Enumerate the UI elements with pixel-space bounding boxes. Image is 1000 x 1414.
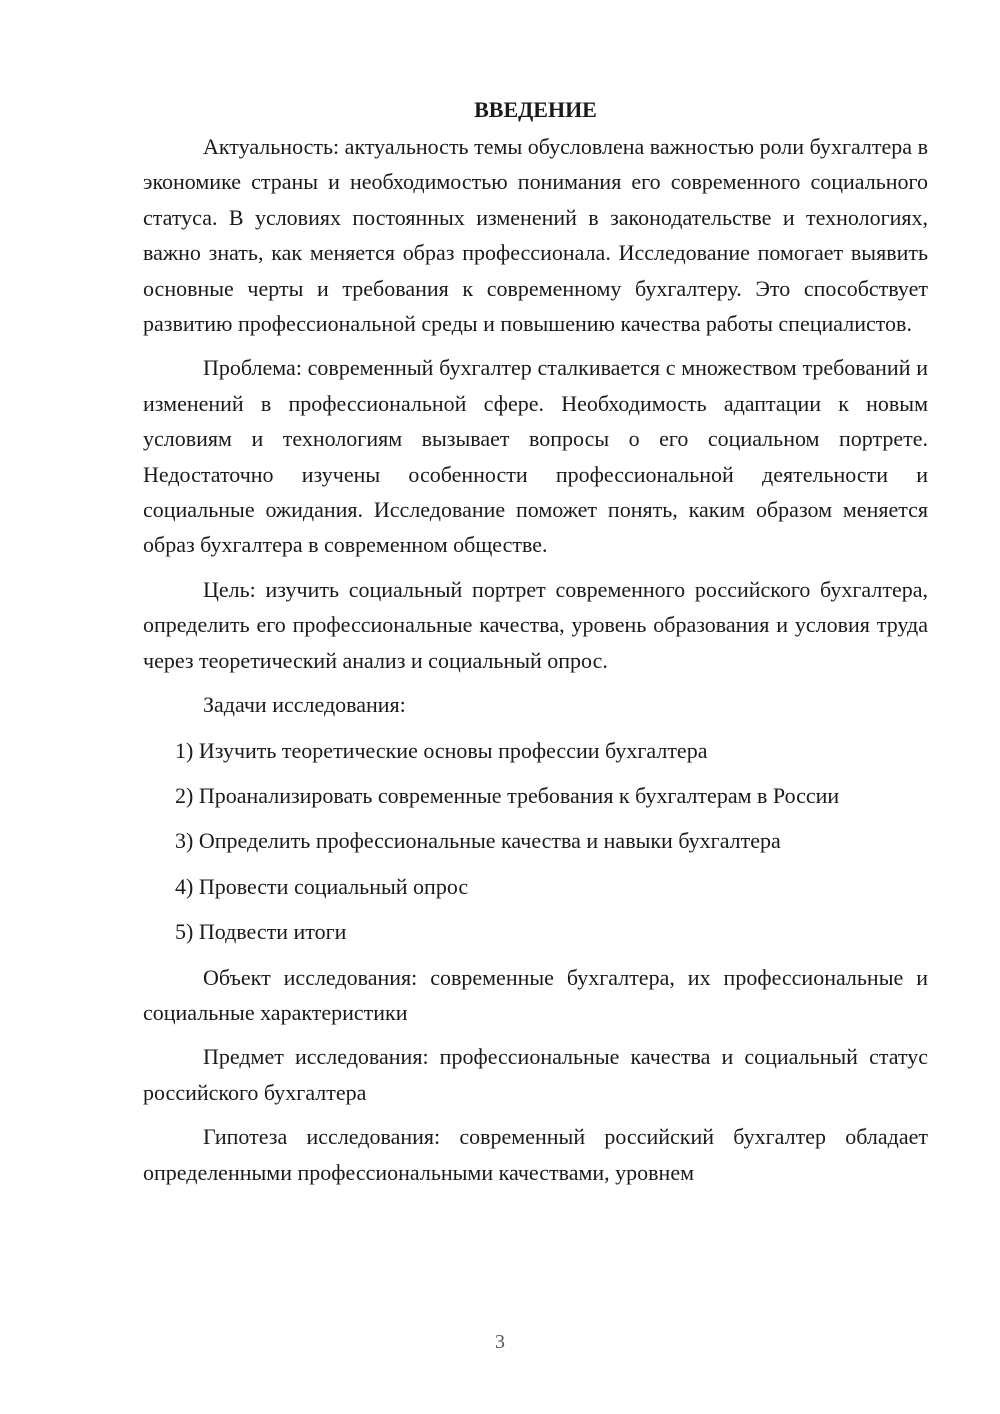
tasks-list (143, 733, 928, 950)
task-item: 3) Определить профессиональные качества и навыки бухгалтера (175, 828, 781, 854)
subject-paragraph: Предмет исследования: профессиональные качества и социальный статус российского бухгалтера (143, 1044, 928, 1105)
task-item: 5) Подвести итоги (175, 919, 347, 945)
document-page (143, 92, 928, 1199)
goal-paragraph: Цель: изучить социальный портрет современного российского бухгалтера, определить его профессиональные качества, уровень образования и условия труда через теоретический анализ и социальный опрос. (143, 576, 928, 673)
hypothesis-paragraph: Гипотеза исследования: современный российский бухгалтер обладает определенными профессиональными качествами, уровнем (143, 1124, 928, 1185)
task-item: 4) Провести социальный опрос (175, 873, 469, 899)
task-item: 1) Изучить теоретические основы профессии бухгалтера (175, 737, 708, 763)
section-title: ВВЕДЕНИЕ (474, 97, 597, 122)
page-number: 3 (495, 1331, 505, 1353)
tasks-heading: Задачи исследования: (203, 692, 406, 718)
object-paragraph: Объект исследования: современные бухгалтера, их профессиональные и социальные характеристики (143, 964, 928, 1025)
problem-paragraph: Проблема: современный бухгалтер сталкивается с множеством требований и изменений в профессиональной сфере. Необходимость адаптации к новым условиям и технологиям вызывает вопросы о его социальном портрете. Недостаточно изучены особенности профессиональной деятельности и социальные ожидания. Исследование поможет понять, каким образом меняется образ бухгалтера в современном обществе. (143, 355, 928, 558)
relevance-paragraph: Актуальность: актуальность темы обусловлена важностью роли бухгалтера в экономике страны и необходимостью понимания его современного социального статуса. В условиях постоянных изменений в законодательстве и технологиях, важно знать, как меняется образ профессионала. Исследование помогает выявить основные черты и требования к современному бухгалтеру. Это способствует развитию профессиональной среды и повышению качества работы специалистов. (143, 134, 928, 337)
task-item: 2) Проанализировать современные требования к бухгалтерам в России (175, 782, 840, 808)
